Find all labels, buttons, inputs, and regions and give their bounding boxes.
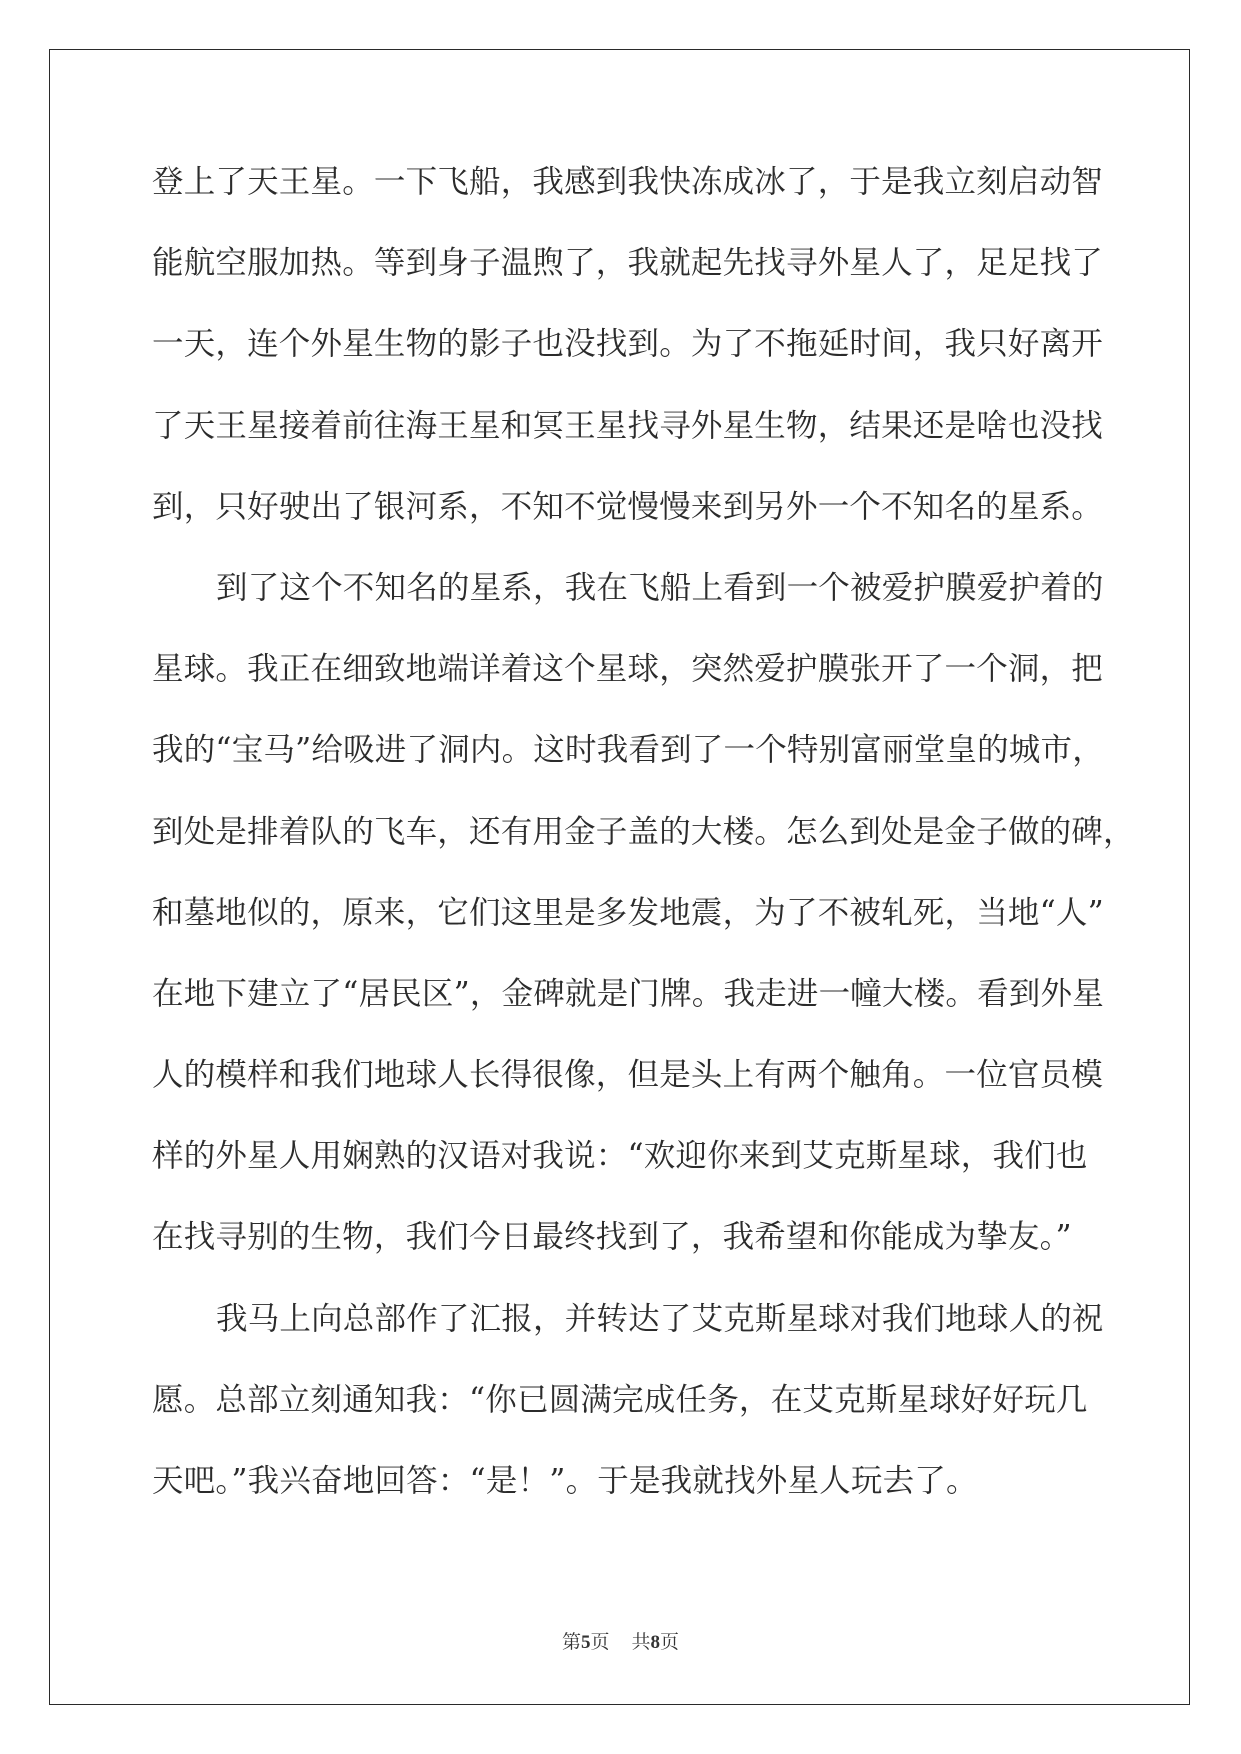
paragraph-first-line: 我马上向总部作了汇报，并转达了艾克斯星球对我们地球人的祝 xyxy=(216,1300,1104,1337)
text-line: 登上了天王星。一下飞船，我感到我快冻成冰了，于是我立刻启动智 xyxy=(152,164,1104,200)
text-line: 和墓地似的，原来，它们这里是多发地震，为了不被轧死，当地“人” xyxy=(152,894,1104,931)
page-suffix: 页 xyxy=(590,1631,610,1653)
text-line: 星球。我正在细致地端详着这个星球，突然爱护膜张开了一个洞，把 xyxy=(152,651,1104,688)
text-line: 到，只好驶出了银河系，不知不觉慢慢来到另外一个不知名的星系。 xyxy=(152,488,1104,525)
text-line: 愿。总部立刻通知我：“你已圆满完成任务，在艾克斯星球好好玩几 xyxy=(152,1381,1088,1418)
page-prefix: 第 xyxy=(561,1631,581,1653)
text-line: 人的模样和我们地球人长得很像，但是头上有两个触角。一位官员模 xyxy=(152,1057,1104,1094)
text-line: 天吧。”我兴奋地回答：“是！”。于是我就找外星人玩去了。 xyxy=(152,1463,978,1499)
page-number: 5 xyxy=(580,1632,591,1653)
text-line: 一天，连个外星生物的影子也没找到。为了不拖延时间，我只好离开 xyxy=(152,326,1104,363)
text-line: 在找寻别的生物，我们今日最终找到了，我希望和你能成为挚友。” xyxy=(152,1219,1072,1256)
text-line: 我的“宝马”给吸进了洞内。这时我看到了一个特别富丽堂皇的城市， xyxy=(152,732,1104,769)
total-suffix: 页 xyxy=(660,1631,680,1653)
page-footer xyxy=(0,1627,1241,1654)
document-body xyxy=(152,158,1135,1538)
text-line: 在地下建立了“居民区”，金碑就是门牌。我走进一幢大楼。看到外星 xyxy=(152,975,1104,1012)
text-line: 了天王星接着前往海王星和冥王星找寻外星生物，结果还是啥也没找 xyxy=(152,407,1104,444)
total-prefix: 共 xyxy=(631,1631,651,1653)
text-line: 样的外星人用娴熟的汉语对我说：“欢迎你来到艾克斯星球，我们也 xyxy=(152,1138,1088,1175)
text-line: 能航空服加热。等到身子温煦了，我就起先找寻外星人了，足足找了 xyxy=(152,245,1104,282)
text-line: 到处是排着队的飞车，还有用金子盖的大楼。怎么到处是金子做的碑， xyxy=(152,813,1135,850)
total-pages: 8 xyxy=(650,1632,661,1653)
paragraph-first-line: 到了这个不知名的星系，我在飞船上看到一个被爱护膜爱护着的 xyxy=(216,569,1104,606)
